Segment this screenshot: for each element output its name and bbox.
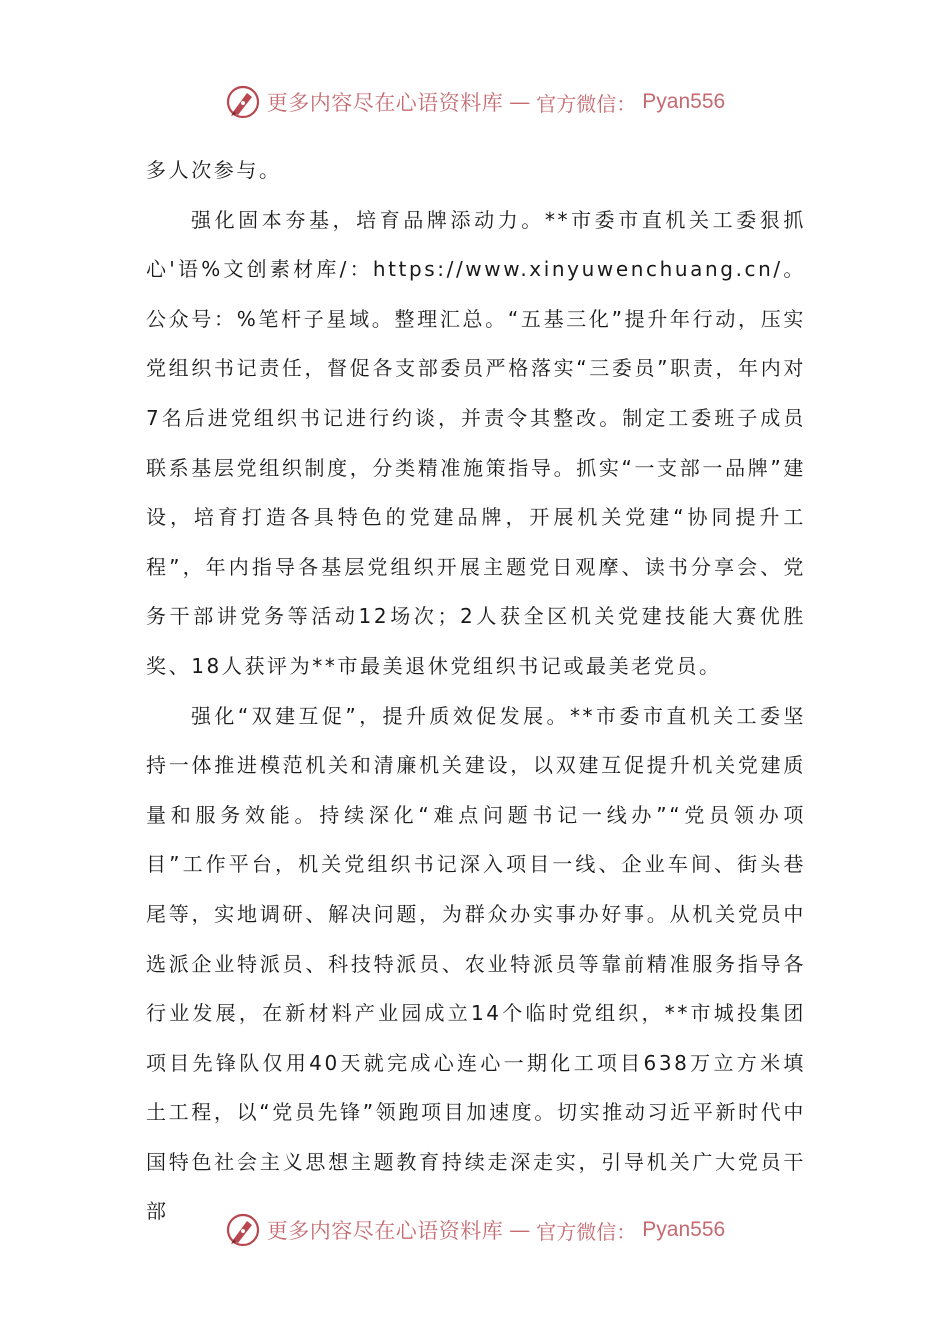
header-banner [0, 82, 950, 122]
paragraph-brand-building: 强化固本夯基，培育品牌添动力。**市委市直机关工委狠抓心'语%文创素材库/：https://www.xinyuwenchuang.cn/。公众号：%笔杆子星域。整理汇总。“五基三化”提升年行动，压实党组织书记责任，督促各支部委员严格落实“三委员”职责，年内对7名后进党组织书记进行约谈，并责令其整改。制定工委班子成员联系基层党组织制度，分类精准施策指导。抓实“一支部一品牌”建设，培育打造各具特色的党建品牌，开展机关党建“协同提升工程”，年内指导各基层党组织开展主题党日观摩、读书分享会、党务干部讲党务等活动12场次；2人获全区机关党建技能大赛优胜奖、18人获评为**市最美退休党组织书记或最美老党员。 [146, 207, 806, 678]
banner-separator: — [509, 1218, 531, 1242]
banner-wechat-id: Pyan556 [642, 1218, 726, 1241]
banner-title: 更多内容尽在心语资料库 [266, 1219, 504, 1243]
banner-separator: — [509, 90, 531, 114]
footer-banner [0, 1210, 950, 1250]
pen-nib-logo-icon [225, 1212, 261, 1248]
banner-wechat-label: 官方微信： [536, 1219, 637, 1244]
banner-wechat-label: 官方微信： [536, 91, 637, 116]
banner-wechat-id: Pyan556 [642, 90, 726, 113]
paragraph-dual-construction: 强化“双建互促”，提升质效促发展。**市委市直机关工委坚持一体推进模范机关和清廉机关建设，以双建互促提升机关党建质量和服务效能。持续深化“难点问题书记一线办”“党员领办项目”工作平台，机关党组织书记深入项目一线、企业车间、街头巷尾等，实地调研、解决问题，为群众办实事办好事。从机关党员中选派企业特派员、科技特派员、农业特派员等靠前精准服务指导各行业发展，在新材料产业园成立14个临时党组织，**市城投集团项目先锋队仅用40天就完成心连心一期化工项目638万立方米填土工程，以“党员先锋”领跑项目加速度。切实推动习近平新时代中国特色社会主义思想主题教育持续走深走实，引导机关广大党员干部 [146, 703, 806, 1224]
paragraph-continuation: 多人次参与。 [146, 158, 282, 182]
pen-nib-logo-icon [225, 84, 261, 120]
banner-title: 更多内容尽在心语资料库 [266, 91, 504, 115]
document-body [146, 146, 806, 1237]
